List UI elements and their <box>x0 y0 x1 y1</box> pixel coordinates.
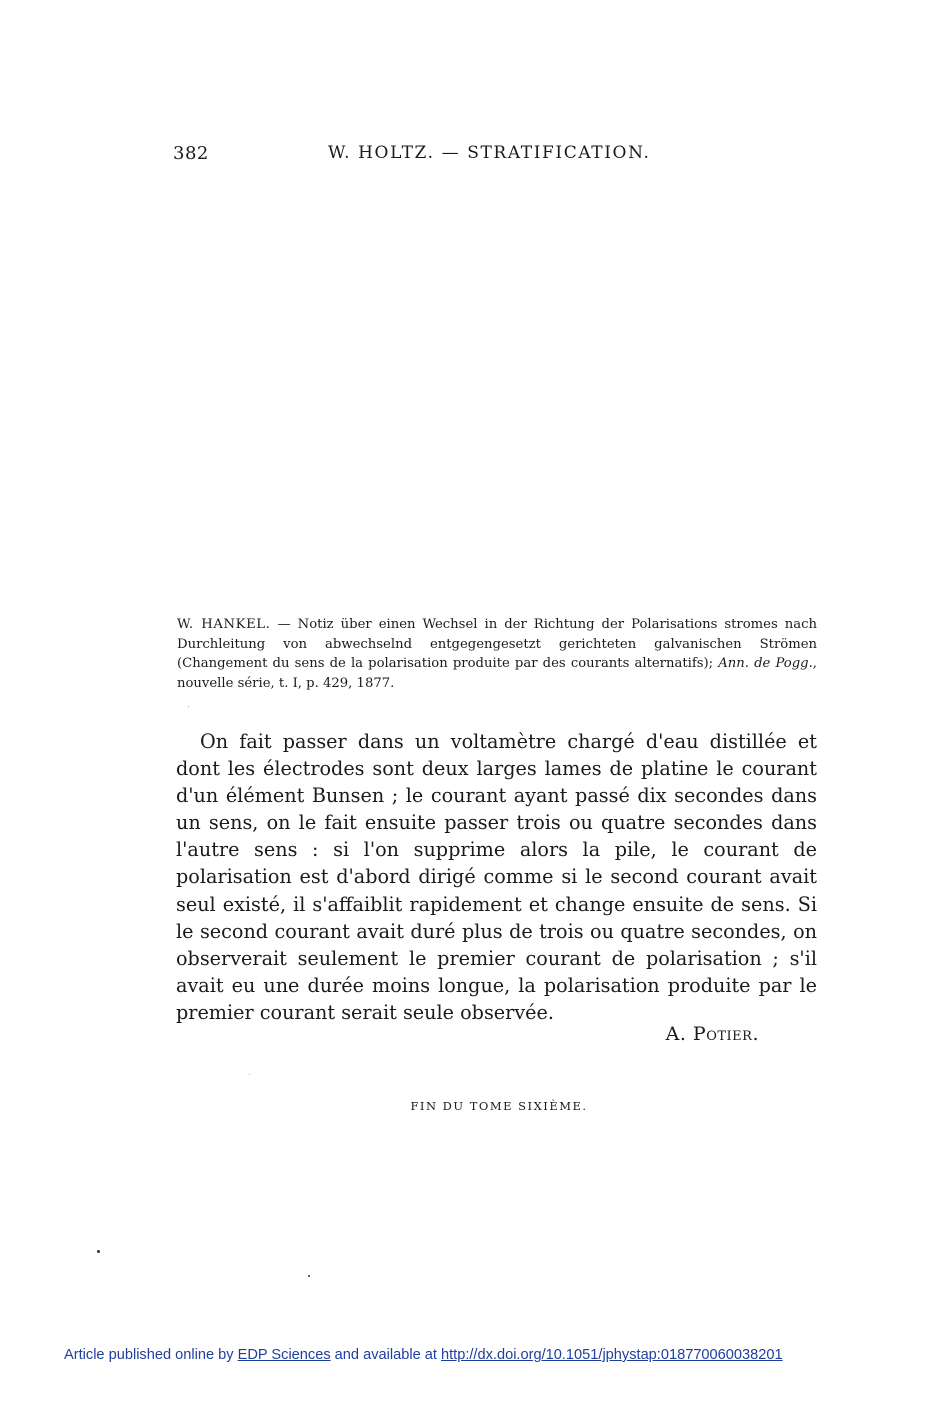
end-note-text: FIN DU TOME SIXIÈME. <box>410 1099 588 1113</box>
scan-speck <box>188 706 189 707</box>
citation-title-french: (Changement du sens de la polarisation produite par des courants alternatifs); <box>177 656 719 671</box>
scan-speck <box>249 1074 250 1075</box>
citation-author: W. HANKEL. <box>177 617 271 632</box>
scan-speck <box>308 1275 310 1277</box>
body-paragraph: On fait passer dans un voltamètre chargé d'eau distillée et dont les électrodes sont deux larges lames de platine le courant d'un élément Bunsen ; le courant ayant passé dix secondes dans un sens, on le fait ensuite passer trois ou quatre secondes dans l'autre sens : si l'on supprime alors la pile, le courant de polarisation est d'abord dirigé comme si le second courant avait seul existé, il s'affaiblit rapidement et change ensuite de sens. Si le second courant avait duré plus de trois ou quatre secondes, on observerait seulement le premier courant de polarisation ; s'il avait eu une durée moins longue, la polarisation produite par le premier courant serait seule observée. <box>176 730 817 1024</box>
scan-speck <box>97 1250 100 1253</box>
page-number: 382 <box>173 143 209 164</box>
citation-title-german: Notiz über einen Wechsel in der Richtung der Polarisations stromes nach Durchleitung von abwechselnd entgegengesetzt gerichteten galvanischen Strömen <box>177 617 817 652</box>
doi-link[interactable]: http://dx.doi.org/10.1051/jphystap:018770060038201 <box>440 1347 783 1363</box>
footer-middle: and available at <box>330 1347 441 1363</box>
bibliographic-citation <box>177 615 817 693</box>
publication-footer <box>64 1347 783 1363</box>
signature <box>666 1023 759 1045</box>
running-title: W. HOLTZ. — STRATIFICATION. <box>328 143 651 163</box>
signature-initial: A. <box>665 1023 693 1045</box>
end-of-volume-note <box>0 1099 930 1113</box>
signature-surname: Potier. <box>692 1023 759 1045</box>
citation-details: , nouvelle série, t. I, p. 429, 1877. <box>177 656 817 691</box>
citation-dash: — <box>270 617 298 632</box>
publisher-link[interactable]: EDP Sciences <box>237 1347 331 1363</box>
citation-journal: Ann. de Pogg. <box>718 656 813 671</box>
footer-prefix: Article published online by <box>64 1347 238 1363</box>
